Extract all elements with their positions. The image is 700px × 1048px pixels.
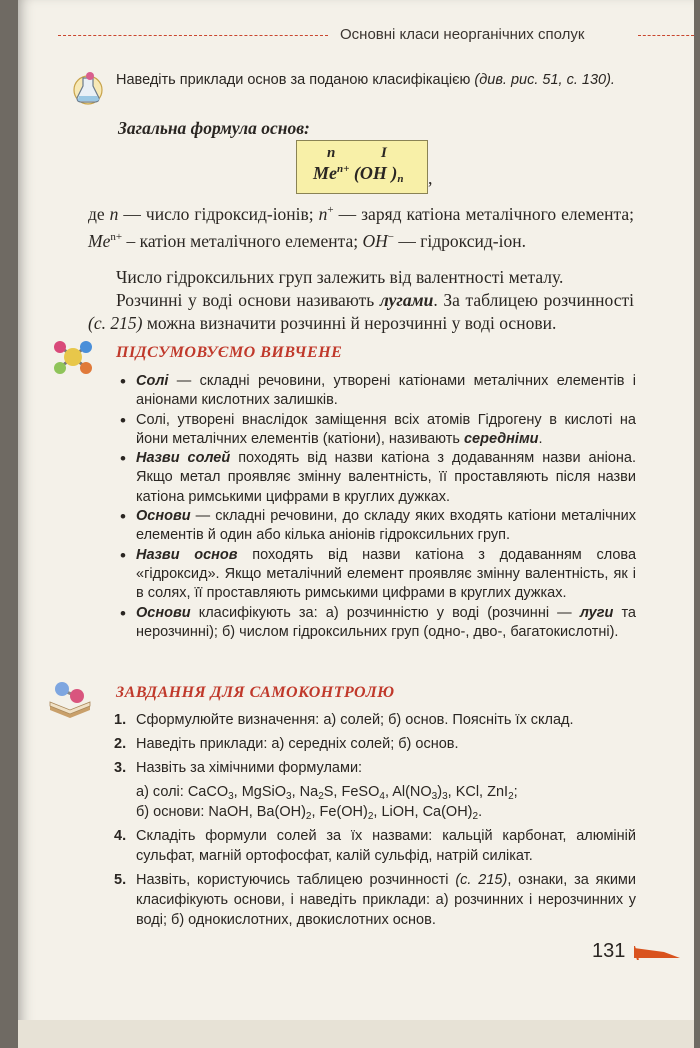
list-item: 2. Наведіть приклади: а) середніх солей; б) основ.: [114, 736, 459, 752]
formula-main: [313, 163, 404, 184]
task-prompt-ref: (див. рис. 51, с. 130).: [474, 72, 615, 88]
molecule-summary-icon: [50, 336, 98, 380]
summary-heading: ПІДСУМОВУЄМО ВИВЧЕНЕ: [116, 344, 343, 361]
page-bottom-band: [18, 1020, 694, 1048]
list-item: • Основи класифікують за: а) розчинністю у воді (розчинні — луги та нерозчинні); б) числом гідроксильних груп (одно-, дво-, багатокислотні).: [118, 604, 636, 643]
page-number: 131: [592, 940, 626, 962]
self-control-heading: ЗАВДАННЯ ДЛЯ САМОКОНТРОЛЮ: [116, 684, 395, 701]
self-control-list: [114, 710, 636, 934]
formula-oh: (OH ): [353, 163, 398, 183]
valence-paragraph: Число гідроксильних груп залежить від валентності металу.: [116, 267, 564, 287]
list-item: • Назви солей походять від назви катіона з додаванням назви аніона. Якщо метал проявляє змінну валентність, її проставляють після назви катіона римськими цифрами в круглих дужках.: [118, 449, 636, 507]
formula-title: Загальна формула основ:: [118, 118, 310, 138]
page-number-flag-icon: [634, 946, 680, 960]
list-item: 4. Складіть формули солей за їх назвами: кальцій карбонат, алюміній сульфат, магній ортофосфат, калій сульфід, натрій силікат.: [114, 828, 636, 864]
task-prompt: [116, 70, 636, 90]
alkali-paragraph: Розчинні у воді основи називають лугами. За таблицею розчинності (с. 215) можна визначити розчинні й нерозчинні у воді основи.: [88, 290, 635, 333]
formula-me: Me: [313, 163, 337, 183]
list-item: • Солі — складні речовини, утворені катіонами металічних елементів і аніонами кислотних залишків.: [118, 372, 636, 411]
list-item: 1. Сформулюйте визначення: а) солей; б) основ. Поясніть їх склад.: [114, 712, 574, 728]
list-item: • Солі, утворені внаслідок заміщення всіх атомів Гідрогену в кислоті на йони металічних елементів (катіони), називають середніми.: [118, 411, 636, 450]
task-prompt-text: Наведіть приклади основ за поданою класифікацією: [116, 72, 471, 88]
list-item: 5. Назвіть, користуючись таблицею розчинності (с. 215), ознаки, за якими класифікують основи, і наведіть приклади: а) розчинних і нерозчинних у воді; б) однокислотних, двокислотних основ.: [114, 872, 636, 928]
formula-top-n: n: [327, 145, 336, 161]
flask-task-icon: [68, 68, 108, 108]
book-page: [18, 0, 694, 1048]
page-header-title: Основні класи неорганічних сполук: [340, 26, 585, 43]
formula-oh-index: n: [397, 173, 404, 185]
salts-line: а) солі: CaCO$_3$, MgSiO$_3$, $Na_2S$, FeSO$_4$, $Al(NO_3)_3$, KCl, ZnI$_2$;: [136, 784, 518, 802]
formula-explanation: де n — число гідроксид-іонів; n+ — заряд катіона металічного елемента; $Me^{n+}$ – катіон металічного елемента; OH− — гідроксид-іон.: [88, 203, 635, 251]
list-item: • Назви основ походять від назви катіона з додаванням слова «гідроксид». Якщо металічний елемент проявляє змінну валентність, як і в солях, її проставляють римськими цифрами в круглих дужках.: [118, 546, 636, 604]
header-rule-left: [58, 35, 328, 36]
book-molecule-icon: [46, 676, 94, 720]
list-item: • Основи — складні речовини, до складу яких входять катіони металічних елементів й один або кілька аніонів гідроксильних груп.: [118, 507, 636, 546]
list-item: 3. Назвіть за хімічними формулами: а) солі: CaCO$_3$, MgSiO$_3$, $Na_2S$, FeSO$_4$, $Al(NO_3)_3$, KCl, ZnI$_2$; б) основи: NaOH, $Ba(OH)_2$, $Fe(OH)_2$, LiOH, $Ca(OH)_2$.: [114, 758, 636, 822]
formula-me-charge: n+: [337, 163, 350, 175]
formula-top-i: I: [381, 145, 387, 161]
header-rule-right: [638, 35, 694, 36]
bases-line: б) основи: NaOH, $Ba(OH)_2$, $Fe(OH)_2$, LiOH, $Ca(OH)_2$.: [136, 804, 483, 822]
formula-comma: ,: [428, 168, 433, 188]
summary-list: [118, 372, 636, 642]
general-formula-box: [296, 140, 428, 194]
